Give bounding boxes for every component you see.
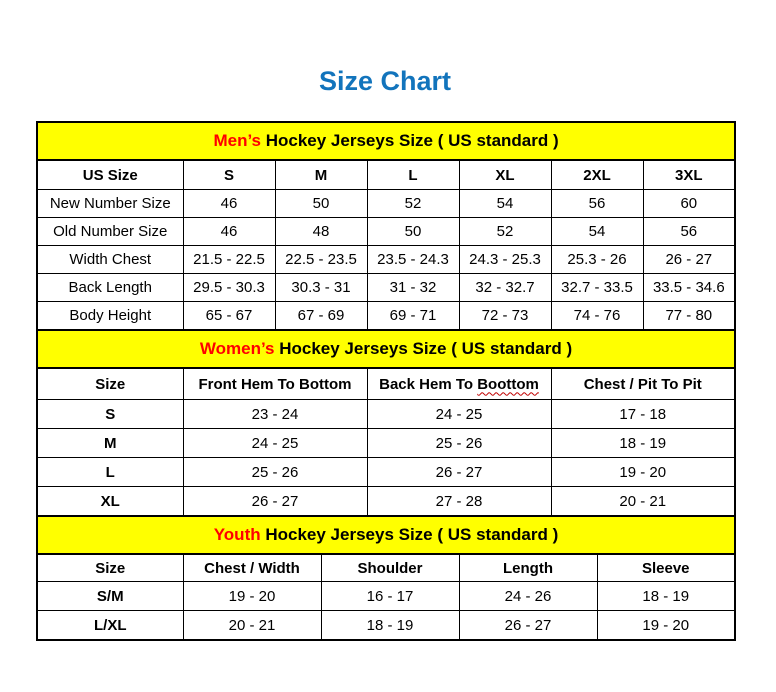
row-label-cell: L/XL [37, 611, 183, 641]
column-header: US Size [37, 160, 183, 190]
column-header: Chest / Pit To Pit [551, 368, 735, 400]
table-cell: 23.5 - 24.3 [367, 246, 459, 274]
table-cell: 52 [459, 218, 551, 246]
column-header: Shoulder [321, 554, 459, 582]
table-cell: 19 - 20 [597, 611, 735, 641]
row-label-cell: New Number Size [37, 190, 183, 218]
row-label-cell: S [37, 400, 183, 429]
row-label-cell: L [37, 458, 183, 487]
table-cell: 54 [459, 190, 551, 218]
table-cell: 65 - 67 [183, 302, 275, 331]
column-header: Size [37, 554, 183, 582]
table-cell: 60 [643, 190, 735, 218]
row-label-cell: Old Number Size [37, 218, 183, 246]
table-cell: 33.5 - 34.6 [643, 274, 735, 302]
table-cell: 56 [643, 218, 735, 246]
youth-header-row [37, 554, 735, 582]
column-header: XL [459, 160, 551, 190]
table-cell: 21.5 - 22.5 [183, 246, 275, 274]
row-label-cell: S/M [37, 582, 183, 611]
table-cell: 48 [275, 218, 367, 246]
table-row [37, 429, 735, 458]
table-cell: 18 - 19 [597, 582, 735, 611]
table-cell: 26 - 27 [459, 611, 597, 641]
womens-section-banner [37, 330, 735, 368]
table-row [37, 274, 735, 302]
column-header: S [183, 160, 275, 190]
mens-header-row [37, 160, 735, 190]
column-header: Sleeve [597, 554, 735, 582]
column-header: Length [459, 554, 597, 582]
table-cell: 20 - 21 [551, 487, 735, 517]
column-header: 3XL [643, 160, 735, 190]
table-row [37, 218, 735, 246]
table-cell: 77 - 80 [643, 302, 735, 331]
row-label-cell: Width Chest [37, 246, 183, 274]
table-row [37, 302, 735, 331]
mens-size-table [36, 121, 736, 331]
table-cell: 22.5 - 23.5 [275, 246, 367, 274]
table-cell: 54 [551, 218, 643, 246]
row-label-cell: XL [37, 487, 183, 517]
table-cell: 24.3 - 25.3 [459, 246, 551, 274]
womens-size-table [36, 329, 736, 517]
size-chart-tables [36, 121, 734, 641]
mens-banner-text: Hockey Jerseys Size ( US standard ) [261, 131, 559, 150]
table-cell: 26 - 27 [183, 487, 367, 517]
table-row [37, 458, 735, 487]
table-cell: 26 - 27 [367, 458, 551, 487]
table-cell: 17 - 18 [551, 400, 735, 429]
youth-size-table [36, 515, 736, 641]
column-header-text: Back Hem To [379, 375, 478, 393]
page-title: Size Chart [318, 66, 452, 96]
column-header [367, 368, 551, 400]
table-cell: 74 - 76 [551, 302, 643, 331]
column-header: L [367, 160, 459, 190]
mens-banner-highlight: Men’s [213, 131, 261, 150]
table-row [37, 246, 735, 274]
table-row [37, 487, 735, 517]
table-cell: 46 [183, 218, 275, 246]
table-cell: 72 - 73 [459, 302, 551, 331]
row-label-cell: M [37, 429, 183, 458]
table-row [37, 582, 735, 611]
table-cell: 18 - 19 [551, 429, 735, 458]
table-row [37, 400, 735, 429]
youth-banner-text: Hockey Jerseys Size ( US standard ) [260, 525, 559, 544]
column-header: Size [37, 368, 183, 400]
table-cell: 26 - 27 [643, 246, 735, 274]
table-cell: 24 - 25 [367, 400, 551, 429]
youth-banner-cell [37, 516, 735, 554]
womens-banner-cell [37, 330, 735, 368]
mens-banner-cell [37, 122, 735, 160]
table-cell: 20 - 21 [183, 611, 321, 641]
table-cell: 18 - 19 [321, 611, 459, 641]
table-cell: 56 [551, 190, 643, 218]
table-cell: 24 - 25 [183, 429, 367, 458]
table-cell: 32.7 - 33.5 [551, 274, 643, 302]
column-header: M [275, 160, 367, 190]
table-cell: 25 - 26 [183, 458, 367, 487]
table-cell: 50 [275, 190, 367, 218]
youth-section-banner [37, 516, 735, 554]
mens-section-banner [37, 122, 735, 160]
table-cell: 19 - 20 [551, 458, 735, 487]
table-cell: 50 [367, 218, 459, 246]
column-header: Chest / Width [183, 554, 321, 582]
womens-banner-highlight: Women’s [199, 339, 275, 358]
table-cell: 25.3 - 26 [551, 246, 643, 274]
table-cell: 29.5 - 30.3 [183, 274, 275, 302]
table-row [37, 611, 735, 641]
table-cell: 69 - 71 [367, 302, 459, 331]
table-cell: 31 - 32 [367, 274, 459, 302]
table-cell: 27 - 28 [367, 487, 551, 517]
column-header: 2XL [551, 160, 643, 190]
table-cell: 30.3 - 31 [275, 274, 367, 302]
table-cell: 16 - 17 [321, 582, 459, 611]
table-cell: 24 - 26 [459, 582, 597, 611]
table-cell: 25 - 26 [367, 429, 551, 458]
table-cell: 46 [183, 190, 275, 218]
table-cell: 19 - 20 [183, 582, 321, 611]
womens-header-row [37, 368, 735, 400]
row-label-cell: Body Height [37, 302, 183, 331]
table-row [37, 190, 735, 218]
column-header: Front Hem To Bottom [183, 368, 367, 400]
table-cell: 52 [367, 190, 459, 218]
womens-banner-text: Hockey Jerseys Size ( US standard ) [274, 339, 573, 358]
table-cell: 32 - 32.7 [459, 274, 551, 302]
row-label-cell: Back Length [37, 274, 183, 302]
table-cell: 67 - 69 [275, 302, 367, 331]
youth-banner-highlight: Youth [213, 525, 261, 544]
misspelled-word: Boottom [477, 375, 539, 393]
table-cell: 23 - 24 [183, 400, 367, 429]
